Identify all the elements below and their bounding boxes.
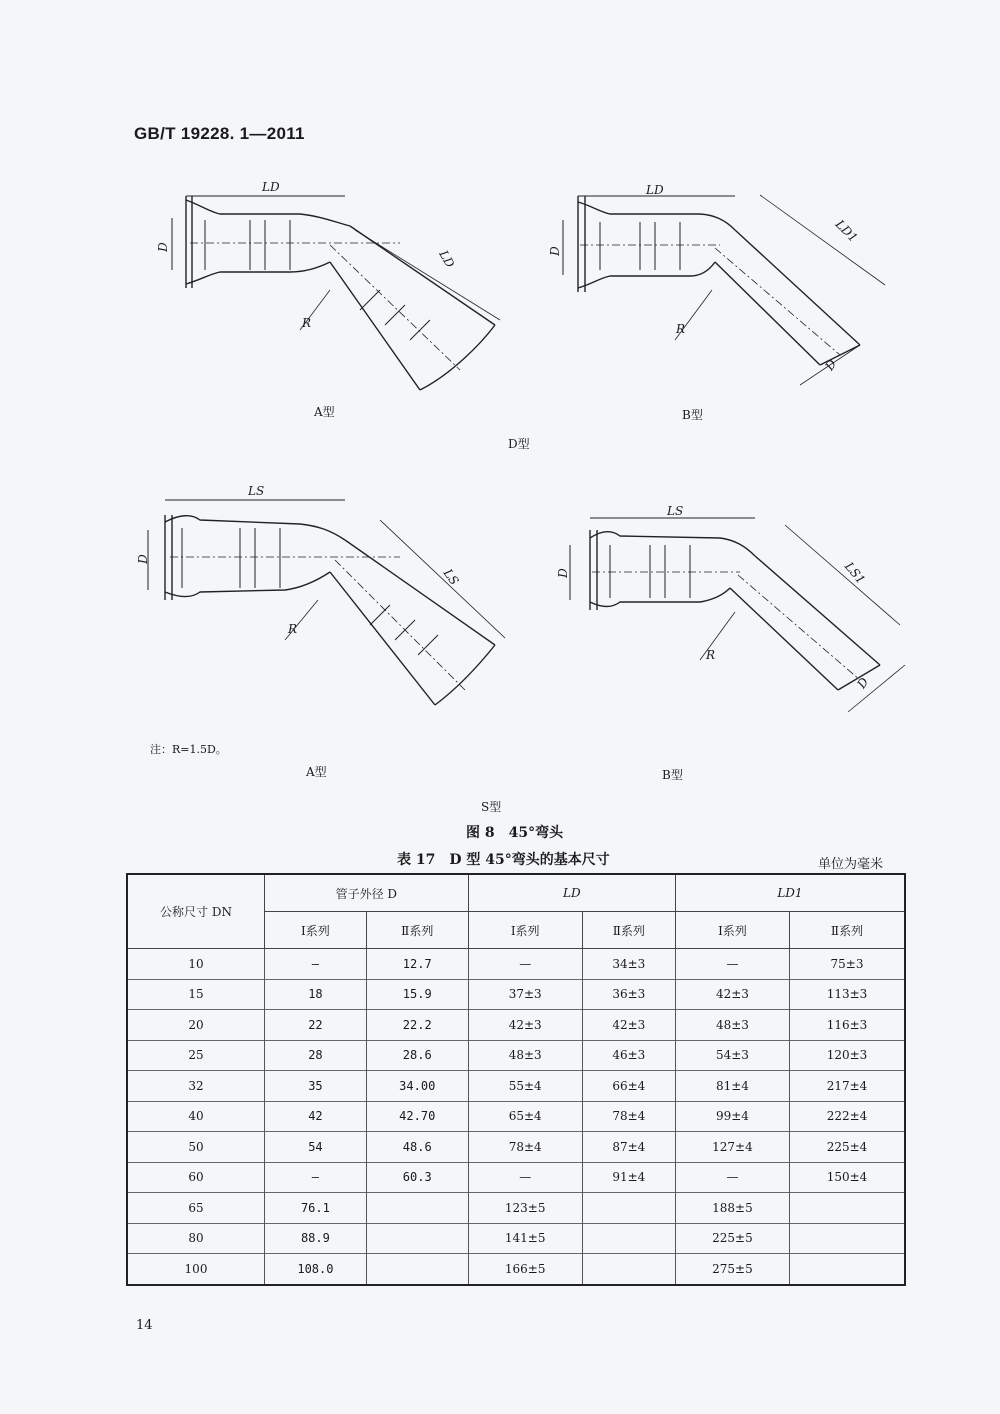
cell-ld-1: — <box>468 1162 582 1193</box>
table-title: 表 17 D 型 45°弯头的基本尺寸 <box>397 852 610 868</box>
cell-od-1: 108.0 <box>265 1254 367 1285</box>
cell-od-2: 12.7 <box>366 949 468 980</box>
cell-ld1-2 <box>789 1223 905 1254</box>
header-ld: LD <box>468 874 675 912</box>
dim-label-r: R <box>676 322 686 336</box>
cell-ld-2: 91±4 <box>582 1162 675 1193</box>
cell-dn: 25 <box>127 1040 265 1071</box>
cell-ld-1: 166±5 <box>468 1254 582 1285</box>
header-od-series2: Ⅱ系列 <box>366 912 468 949</box>
dim-label-d: D <box>854 675 872 691</box>
dim-label-d: D <box>155 242 170 252</box>
cell-ld-2: 36±3 <box>582 979 675 1010</box>
cell-ld-1: 48±3 <box>468 1040 582 1071</box>
header-ld-series1: Ⅰ系列 <box>468 912 582 949</box>
cell-ld1-2 <box>789 1193 905 1224</box>
cell-ld-2: 78±4 <box>582 1101 675 1132</box>
dim-label-ls1: LS1 <box>841 559 868 587</box>
cell-od-2: 15.9 <box>366 979 468 1010</box>
cell-ld1-1: 48±3 <box>675 1010 789 1041</box>
dim-label-d: D <box>822 357 840 373</box>
cell-od-1: 76.1 <box>265 1193 367 1224</box>
header-od-series1: Ⅰ系列 <box>265 912 367 949</box>
cell-ld1-1: 54±3 <box>675 1040 789 1071</box>
cell-ld1-1: 275±5 <box>675 1254 789 1285</box>
cell-dn: 65 <box>127 1193 265 1224</box>
cell-ld1-2 <box>789 1254 905 1285</box>
cell-ld1-1: 81±4 <box>675 1071 789 1102</box>
caption-s-type-b: B型 <box>662 768 683 782</box>
dim-label-ld: LD <box>646 183 664 197</box>
cell-ld-1: — <box>468 949 582 980</box>
cell-ld-2: 42±3 <box>582 1010 675 1041</box>
caption-s-type-a: A型 <box>306 765 327 779</box>
cell-od-2 <box>366 1223 468 1254</box>
cell-od-2 <box>366 1254 468 1285</box>
table-row <box>127 1223 905 1254</box>
cell-ld1-2: 116±3 <box>789 1010 905 1041</box>
cell-ld1-1: 42±3 <box>675 979 789 1010</box>
header-dn: 公称尺寸 DN <box>127 874 265 949</box>
cell-ld-1: 141±5 <box>468 1223 582 1254</box>
elbow-d-type-a <box>172 196 500 390</box>
dim-label-ls: LS <box>440 566 462 588</box>
cell-ld1-1: — <box>675 1162 789 1193</box>
header-ld1: LD1 <box>675 874 905 912</box>
cell-ld-2: 34±3 <box>582 949 675 980</box>
cell-ld1-2: 217±4 <box>789 1071 905 1102</box>
dim-label-r: R <box>302 316 312 330</box>
cell-ld1-1: 99±4 <box>675 1101 789 1132</box>
dim-label-ld1: LD1 <box>832 217 861 245</box>
cell-ld1-1: 127±4 <box>675 1132 789 1163</box>
cell-od-2: 42.70 <box>366 1101 468 1132</box>
table-row <box>127 1040 905 1071</box>
table-row <box>127 949 905 980</box>
cell-ld1-2: 120±3 <box>789 1040 905 1071</box>
cell-dn: 100 <box>127 1254 265 1285</box>
cell-dn: 60 <box>127 1162 265 1193</box>
cell-ld-2: 46±3 <box>582 1040 675 1071</box>
header-ld1-series1: Ⅰ系列 <box>675 912 789 949</box>
cell-ld-1: 78±4 <box>468 1132 582 1163</box>
table-unit: 单位为毫米 <box>818 857 884 872</box>
cell-od-2: 60.3 <box>366 1162 468 1193</box>
cell-od-1: 42 <box>265 1101 367 1132</box>
table-row <box>127 1254 905 1285</box>
cell-dn: 15 <box>127 979 265 1010</box>
standard-code: GB/T 19228. 1—2011 <box>134 124 305 143</box>
cell-ld-2 <box>582 1193 675 1224</box>
cell-od-1: 18 <box>265 979 367 1010</box>
header-ld-series2: Ⅱ系列 <box>582 912 675 949</box>
header-ld1-series2: Ⅱ系列 <box>789 912 905 949</box>
cell-od-2: 28.6 <box>366 1040 468 1071</box>
cell-ld1-1: — <box>675 949 789 980</box>
dim-label-r: R <box>288 622 298 636</box>
cell-ld-1: 55±4 <box>468 1071 582 1102</box>
dim-label-d: D <box>555 568 570 578</box>
table-row <box>127 979 905 1010</box>
caption-d-type-b: B型 <box>682 408 703 422</box>
dim-label-ld: LD <box>436 247 458 271</box>
cell-ld1-1: 225±5 <box>675 1223 789 1254</box>
table-row <box>127 1132 905 1163</box>
cell-ld1-2: 75±3 <box>789 949 905 980</box>
cell-dn: 50 <box>127 1132 265 1163</box>
cell-od-1: — <box>265 1162 367 1193</box>
cell-dn: 10 <box>127 949 265 980</box>
figure-note: 注：R=1.5D。 <box>150 743 227 756</box>
dim-label-r: R <box>706 648 716 662</box>
cell-ld-1: 42±3 <box>468 1010 582 1041</box>
table-row <box>127 1101 905 1132</box>
caption-s-group: S型 <box>481 800 502 814</box>
table-row <box>127 1193 905 1224</box>
cell-od-1: 54 <box>265 1132 367 1163</box>
cell-od-1: — <box>265 949 367 980</box>
elbow-s-type-a <box>148 500 505 705</box>
table-row <box>127 1010 905 1041</box>
dim-label-ls: LS <box>248 484 265 498</box>
dim-label-d: D <box>547 246 562 256</box>
cell-ld-1: 123±5 <box>468 1193 582 1224</box>
cell-od-2: 48.6 <box>366 1132 468 1163</box>
dimensions-table <box>126 873 906 1286</box>
caption-d-type-a: A型 <box>314 405 335 419</box>
cell-dn: 80 <box>127 1223 265 1254</box>
cell-dn: 32 <box>127 1071 265 1102</box>
cell-ld-1: 37±3 <box>468 979 582 1010</box>
table-row <box>127 1162 905 1193</box>
cell-ld-2: 66±4 <box>582 1071 675 1102</box>
cell-ld1-2: 225±4 <box>789 1132 905 1163</box>
dim-label-ls: LS <box>667 504 684 518</box>
caption-d-group: D型 <box>508 437 530 451</box>
cell-od-1: 88.9 <box>265 1223 367 1254</box>
cell-od-1: 22 <box>265 1010 367 1041</box>
cell-ld1-2: 113±3 <box>789 979 905 1010</box>
cell-od-2: 34.00 <box>366 1071 468 1102</box>
cell-od-2 <box>366 1193 468 1224</box>
cell-ld-2 <box>582 1223 675 1254</box>
cell-od-2: 22.2 <box>366 1010 468 1041</box>
cell-od-1: 28 <box>265 1040 367 1071</box>
cell-od-1: 35 <box>265 1071 367 1102</box>
cell-ld1-1: 188±5 <box>675 1193 789 1224</box>
cell-ld1-2: 222±4 <box>789 1101 905 1132</box>
cell-ld-2 <box>582 1254 675 1285</box>
cell-ld1-2: 150±4 <box>789 1162 905 1193</box>
dim-label-d: D <box>135 554 150 564</box>
figure-title: 图 8 45°弯头 <box>466 825 564 841</box>
cell-dn: 20 <box>127 1010 265 1041</box>
cell-ld-2: 87±4 <box>582 1132 675 1163</box>
dim-label-ld: LD <box>262 180 280 194</box>
header-od: 管子外径 D <box>265 874 469 912</box>
page-number: 14 <box>136 1318 153 1333</box>
table-row <box>127 1071 905 1102</box>
cell-ld-1: 65±4 <box>468 1101 582 1132</box>
cell-dn: 40 <box>127 1101 265 1132</box>
